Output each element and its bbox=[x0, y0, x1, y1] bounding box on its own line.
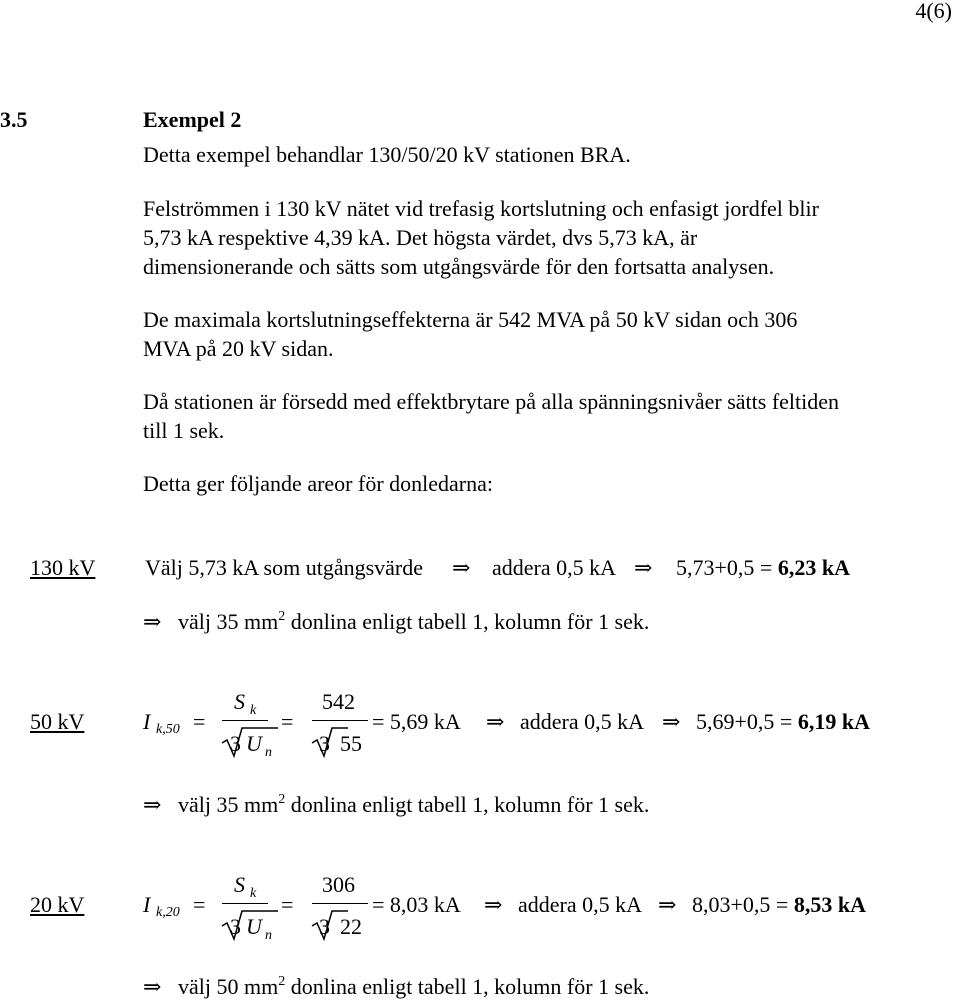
kv20-result-row bbox=[692, 892, 866, 918]
kv130-result: 6,23 kA bbox=[777, 555, 850, 580]
kv50-U-sub: n bbox=[265, 745, 272, 760]
kv130-text-start: Välj 5,73 kA som utgångsvärde bbox=[145, 555, 424, 580]
implies-arrow-icon: ⇒ bbox=[486, 709, 505, 734]
kv20-conclusion-b: donlina enligt tabell 1, kolumn för 1 sek. bbox=[285, 974, 650, 999]
kv20-num: 306 bbox=[322, 872, 355, 897]
kv50-eq2: = bbox=[281, 709, 294, 734]
kv130-sum: 5,73+0,5 = bbox=[676, 555, 778, 580]
fraction-bar bbox=[312, 903, 368, 904]
kv20-value: = 8,03 kA bbox=[372, 892, 461, 917]
kv50-S-sub: k bbox=[250, 703, 257, 718]
paragraph-fault-current-line1: Felströmmen i 130 kV nätet vid trefasig kortslutning och enfasigt jordfel blir bbox=[143, 196, 819, 221]
kv20-text-add: addera 0,5 kA bbox=[518, 892, 643, 917]
kv50-three-2: 3 bbox=[319, 731, 330, 756]
fraction-bar bbox=[222, 720, 268, 721]
kv50-result: 6,19 kA bbox=[797, 709, 870, 734]
kv50-value: = 5,69 kA bbox=[372, 709, 461, 734]
kv50-I: I bbox=[143, 709, 151, 734]
kv50-three: 3 bbox=[230, 731, 241, 756]
implies-arrow-icon: ⇒ bbox=[143, 792, 162, 817]
kv20-den-val: 22 bbox=[340, 914, 362, 939]
kv20-S: S bbox=[234, 872, 245, 897]
kv20-U: U bbox=[246, 914, 262, 939]
paragraph-areas-intro: Detta ger följande areor för donledarna: bbox=[143, 471, 493, 496]
kv20-I: I bbox=[143, 892, 151, 917]
page-number: 4(6) bbox=[915, 0, 952, 23]
kv20-conclusion-a: välj 50 mm bbox=[178, 974, 279, 999]
kv50-S: S bbox=[234, 689, 245, 714]
kv130-conclusion bbox=[178, 609, 649, 635]
kv20-eq2: = bbox=[281, 892, 294, 917]
implies-arrow-icon: ⇒ bbox=[143, 974, 162, 999]
kv50-sum: 5,69+0,5 = bbox=[696, 709, 798, 734]
paragraph-intro: Detta exempel behandlar 130/50/20 kV stationen BRA. bbox=[143, 142, 631, 167]
kv50-conclusion-sup: 2 bbox=[278, 792, 286, 807]
kv130-text-add: addera 0,5 kA bbox=[492, 555, 617, 580]
section-title: Exempel 2 bbox=[143, 107, 242, 132]
kv20-eq1: = bbox=[193, 892, 206, 917]
kv20-conclusion-sup: 2 bbox=[278, 974, 286, 989]
implies-arrow-icon: ⇒ bbox=[634, 555, 653, 580]
section-number: 3.5 bbox=[0, 107, 28, 132]
kv20-result: 8,53 kA bbox=[793, 892, 866, 917]
kv20-three-2: 3 bbox=[319, 914, 330, 939]
kv20-U-sub: n bbox=[265, 928, 272, 943]
kv50-conclusion-a: välj 35 mm bbox=[178, 792, 279, 817]
kv20-conclusion bbox=[178, 974, 649, 1000]
kv50-den-val: 55 bbox=[340, 731, 362, 756]
kv20-three: 3 bbox=[230, 914, 241, 939]
paragraph-fault-time-line2: till 1 sek. bbox=[143, 418, 225, 443]
implies-arrow-icon: ⇒ bbox=[662, 709, 681, 734]
kv130-conclusion-sup: 2 bbox=[278, 609, 286, 624]
kv50-eq1: = bbox=[193, 709, 206, 734]
kv50-conclusion bbox=[178, 792, 649, 818]
kv130-conclusion-b: donlina enligt tabell 1, kolumn för 1 sek. bbox=[285, 609, 650, 634]
fraction-bar bbox=[312, 720, 368, 721]
kv130-conclusion-a: välj 35 mm bbox=[178, 609, 279, 634]
implies-arrow-icon: ⇒ bbox=[658, 892, 677, 917]
kv50-result-row bbox=[696, 709, 870, 735]
kv20-S-sub: k bbox=[250, 886, 257, 901]
kv20-label: 20 kV bbox=[30, 892, 85, 917]
kv130-result-row bbox=[676, 555, 850, 581]
paragraph-fault-current-line3: dimensionerande och sätts som utgångsvärde för den fortsatta analysen. bbox=[143, 254, 775, 279]
kv130-label: 130 kV bbox=[30, 555, 96, 580]
fraction-bar bbox=[222, 903, 268, 904]
implies-arrow-icon: ⇒ bbox=[143, 609, 162, 634]
paragraph-fault-time-line1: Då stationen är försedd med effektbrytare på alla spänningsnivåer sätts feltiden bbox=[143, 389, 840, 414]
kv50-num: 542 bbox=[322, 689, 355, 714]
kv50-U: U bbox=[246, 731, 262, 756]
kv50-text-add: addera 0,5 kA bbox=[520, 709, 645, 734]
kv20-sum: 8,03+0,5 = bbox=[692, 892, 794, 917]
kv50-conclusion-b: donlina enligt tabell 1, kolumn för 1 sek. bbox=[285, 792, 650, 817]
paragraph-fault-current-line2: 5,73 kA respektive 4,39 kA. Det högsta värdet, dvs 5,73 kA, är bbox=[143, 225, 698, 250]
implies-arrow-icon: ⇒ bbox=[452, 555, 471, 580]
paragraph-short-circuit-line1: De maximala kortslutningseffekterna är 542 MVA på 50 kV sidan och 306 bbox=[143, 307, 798, 332]
kv20-I-sub: k,20 bbox=[156, 905, 180, 920]
kv50-I-sub: k,50 bbox=[156, 722, 180, 737]
kv50-label: 50 kV bbox=[30, 709, 85, 734]
implies-arrow-icon: ⇒ bbox=[484, 892, 503, 917]
paragraph-short-circuit-line2: MVA på 20 kV sidan. bbox=[143, 336, 334, 361]
